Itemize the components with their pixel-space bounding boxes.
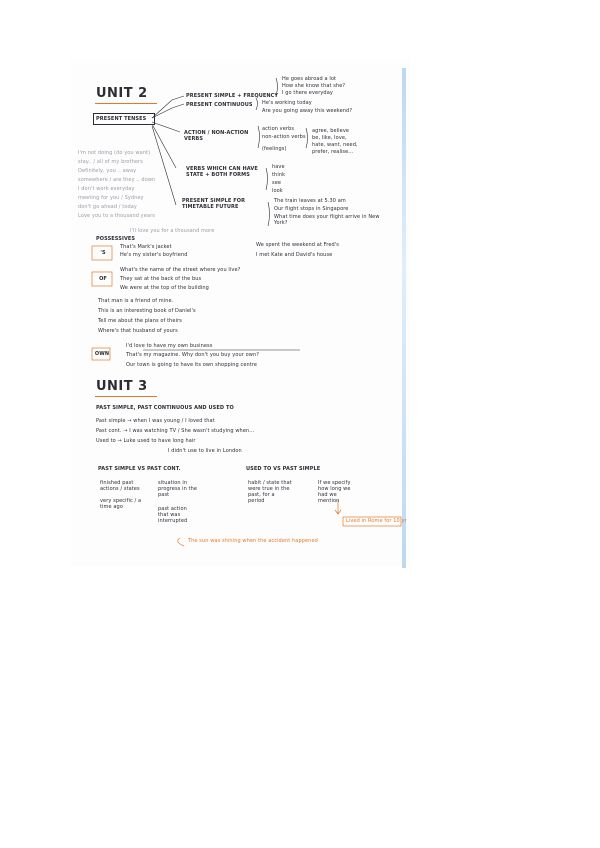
branch-example: I go there everyday bbox=[282, 90, 333, 96]
branch-example: action verbs bbox=[262, 126, 295, 132]
own-example: I'd love to have my own business bbox=[126, 343, 213, 349]
arrow-note: Lived in Rome for 10 yr bbox=[346, 518, 407, 524]
unit3-row: I didn't use to live in London bbox=[168, 448, 242, 454]
side-note: I don't work everyday bbox=[78, 186, 135, 192]
branch-example: look bbox=[272, 188, 283, 194]
unit2-heading: UNIT 2 bbox=[96, 86, 148, 101]
branch-example: How she know that she? bbox=[282, 83, 346, 89]
branch-example: The train leaves at 5.30 am bbox=[274, 198, 346, 204]
unit3-heading-underline bbox=[95, 396, 157, 397]
side-note: somewhere / are they .. down bbox=[78, 177, 156, 183]
branch-example: think bbox=[272, 172, 286, 178]
unit3-row: Used to → Luke used to have long hair bbox=[96, 438, 196, 444]
side-note: I'm not doing (do you want) bbox=[78, 150, 151, 156]
compare-item: past action that was interrupted bbox=[158, 506, 188, 524]
branch-present-simple: PRESENT SIMPLE + FREQUENCY bbox=[186, 93, 279, 99]
apostrophe-tag: 'S bbox=[100, 250, 106, 256]
branch-example: non-action verbs bbox=[262, 134, 306, 140]
footer-note: The sun was shining when the accident happened bbox=[188, 538, 318, 544]
of-tag: OF bbox=[99, 276, 107, 282]
of-list-item: This is an interesting book of Daniel's bbox=[98, 308, 196, 314]
compare-item: very specific / a time ago bbox=[100, 498, 142, 510]
side-note: I'll love you for a thousand more bbox=[130, 228, 215, 234]
own-example: Our town is going to have its own shopping centre bbox=[126, 362, 258, 368]
unit3-row: Past cont. → I was watching TV / She wasn't studying when... bbox=[96, 428, 255, 434]
branch-example: Our flight stops in Singapore bbox=[274, 206, 349, 212]
of-list-item: Tell me about the plans of theirs bbox=[98, 318, 182, 324]
possessive-example: We spent the weekend at Fred's bbox=[256, 242, 339, 248]
compare-title-left: PAST SIMPLE VS PAST CONT. bbox=[98, 466, 181, 472]
branch-example: (feelings) bbox=[262, 146, 287, 152]
branch-note: be, like, love, bbox=[312, 135, 347, 141]
branch-action-verbs: ACTION / NON-ACTION VERBS bbox=[184, 130, 249, 142]
possessives-label: POSSESSIVES bbox=[96, 236, 136, 242]
branch-present-continuous: PRESENT CONTINUOUS bbox=[186, 102, 253, 108]
compare-item: If we specify how long we had we mention bbox=[318, 480, 351, 504]
of-example: They sat at the back of the bus bbox=[120, 276, 202, 282]
side-note: stay.. / all of my brothers bbox=[78, 159, 143, 165]
of-list-item: That man is a friend of mine. bbox=[98, 298, 174, 304]
unit2-heading-underline bbox=[95, 103, 157, 104]
compare-title-right: USED TO VS PAST SIMPLE bbox=[246, 466, 321, 472]
branch-note: agree, believe bbox=[312, 128, 350, 134]
compare-item: finished past actions / states bbox=[100, 480, 140, 492]
own-tag: OWN bbox=[94, 351, 110, 357]
possessive-example: That's Mark's jacket bbox=[120, 244, 172, 250]
branch-example: What time does your flight arrive in New York? bbox=[274, 214, 380, 226]
branch-example: Are you going away this weekend? bbox=[262, 108, 353, 114]
side-note: Definitely, you .. away bbox=[78, 168, 137, 174]
unit3-row: Past simple → when I was young / I loved that bbox=[96, 418, 215, 424]
branch-state-verbs: VERBS WHICH CAN HAVE STATE + BOTH FORMS bbox=[186, 166, 258, 178]
unit3-heading: UNIT 3 bbox=[96, 379, 148, 394]
of-example: What's the name of the street where you live? bbox=[120, 267, 241, 273]
side-note: meeting for you / Sydney bbox=[78, 195, 144, 201]
possessive-example: He's my sister's boyfriend bbox=[120, 252, 188, 258]
branch-example: He's working today bbox=[262, 100, 312, 106]
branch-example: see bbox=[272, 180, 282, 186]
possessive-example: I met Kate and David's house bbox=[256, 252, 333, 258]
branch-note: prefer, realise... bbox=[312, 149, 354, 155]
branch-note: hate, want, need, bbox=[312, 142, 358, 148]
compare-item: situation in progress in the past bbox=[158, 480, 198, 498]
side-note: Love you to a thousand years bbox=[78, 213, 155, 219]
branch-example: have bbox=[272, 164, 285, 170]
unit3-title: PAST SIMPLE, PAST CONTINUOUS AND USED TO bbox=[96, 405, 234, 411]
branch-example: He goes abroad a lot bbox=[282, 76, 337, 82]
side-note: don't go ahead / today bbox=[78, 204, 137, 210]
of-example: We were at the top of the building bbox=[120, 285, 209, 291]
topic-label: PRESENT TENSES bbox=[96, 116, 147, 122]
branch-timetable-future: PRESENT SIMPLE FOR TIMETABLE FUTURE bbox=[182, 198, 246, 210]
own-example: That's my magazine. Why don't you buy your own? bbox=[126, 352, 260, 358]
compare-item: habit / state that were true in the past, for a period bbox=[248, 480, 292, 504]
of-list-item: Where's that husband of yours bbox=[98, 328, 178, 334]
topic-box bbox=[93, 113, 155, 125]
